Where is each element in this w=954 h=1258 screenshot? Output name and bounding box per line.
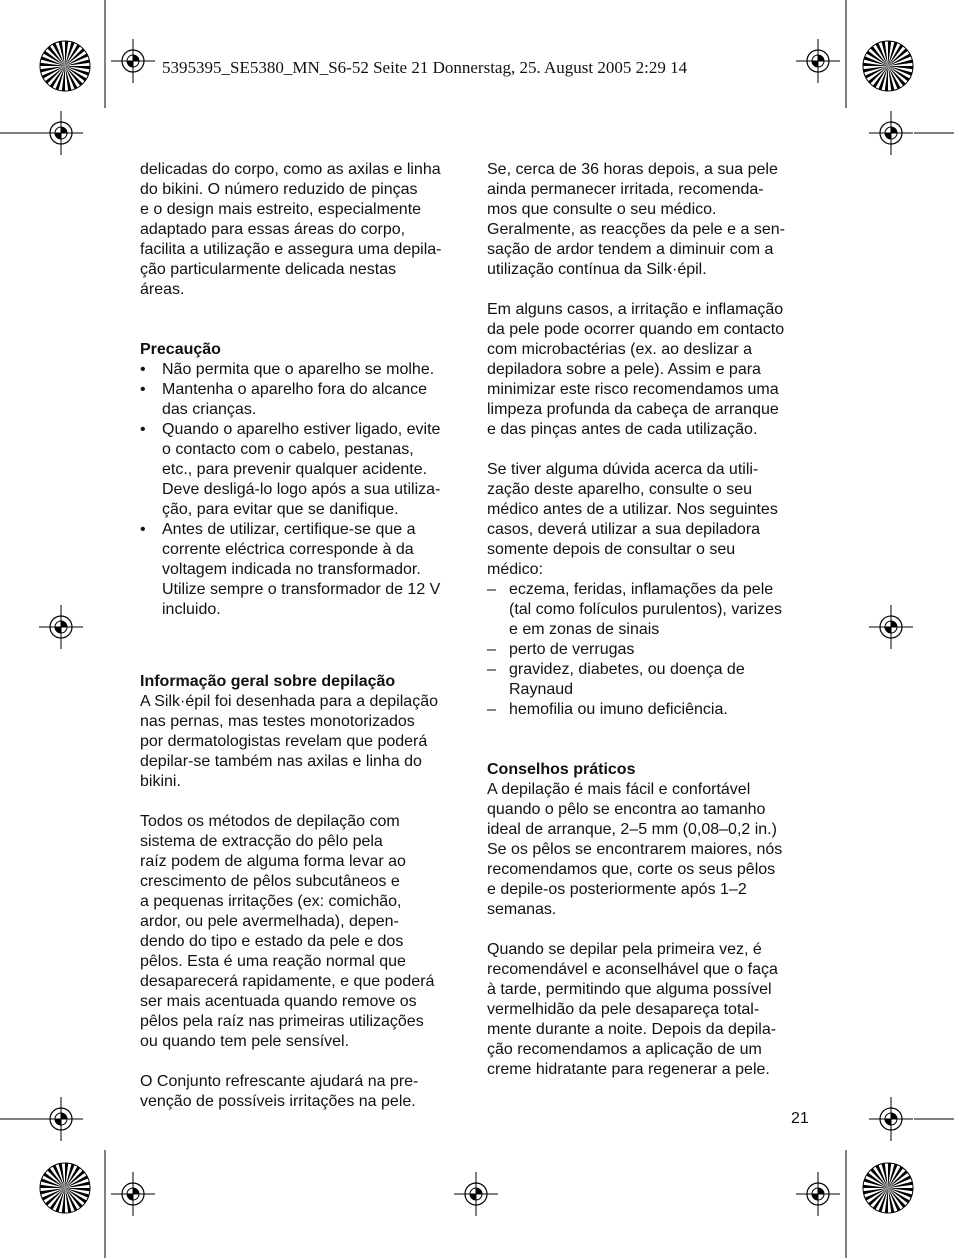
bullet-icon: • — [140, 521, 146, 538]
paragraph — [487, 780, 817, 920]
text-line: da pele pode ocorrer quando em contacto — [487, 321, 785, 338]
text-line: incluido. — [162, 601, 221, 618]
dash-icon: – — [487, 581, 496, 598]
registration-mark-icon — [796, 39, 840, 83]
text-line: das crianças. — [162, 401, 257, 418]
paragraph — [487, 460, 817, 580]
page-number: 21 — [791, 1110, 809, 1127]
text-line: eczema, feridas, inflamações da pele — [509, 581, 774, 598]
starburst-icon — [40, 1163, 90, 1213]
registration-mark-icon — [796, 1172, 840, 1216]
text-line: Todos os métodos de depilação com — [140, 813, 400, 830]
text-line: somente depois de consultar o seu — [487, 541, 736, 558]
text-line: o contacto com o cabelo, pestanas, — [162, 441, 414, 458]
text-line: Em alguns casos, a irritação e inflamação — [487, 301, 784, 318]
paragraph — [487, 160, 817, 280]
text-line: vermelhidão da pele desapareça total- — [487, 1001, 760, 1018]
text-line: dendo do tipo e estado da pele e dos — [140, 933, 404, 950]
list-item — [487, 640, 817, 660]
text-line: sação de ardor tendem a diminuir com a — [487, 241, 774, 258]
text-line: e o design mais estreito, especialmente — [140, 201, 422, 218]
text-line: Utilize sempre o transformador de 12 V — [162, 581, 441, 598]
text-line: delicadas do corpo, como as axilas e linha — [140, 161, 441, 178]
registration-mark-icon — [111, 1172, 155, 1216]
text-line: Geralmente, as reacções da pele e a sen- — [487, 221, 785, 238]
dash-icon: – — [487, 661, 496, 678]
registration-mark-icon — [111, 39, 155, 83]
text-line: minimizar este risco recomendamos uma — [487, 381, 779, 398]
text-line: depiladora sobre a pele). Assim e para — [487, 361, 761, 378]
text-line: médico antes de a utilizar. Nos seguintes — [487, 501, 778, 518]
text-line: com microbactérias (ex. ao deslizar a — [487, 341, 752, 358]
text-line: Mantenha o aparelho fora do alcance — [162, 381, 428, 398]
left-column — [140, 160, 470, 1112]
contraindications-list — [487, 580, 817, 720]
registration-mark-icon — [869, 1097, 913, 1141]
text-line: quando o pêlo se encontra ao tamanho — [487, 801, 766, 818]
text-line: ção particularmente delicada nestas — [140, 261, 397, 278]
registration-mark-icon — [39, 1097, 83, 1141]
registration-mark-icon — [39, 605, 83, 649]
list-item — [487, 580, 817, 640]
registration-mark-icon — [454, 1172, 498, 1216]
starburst-icon — [40, 41, 90, 91]
paragraph — [140, 812, 470, 1052]
text-line: corrente eléctrica corresponde à da — [162, 541, 414, 558]
text-line: desaparecerá rapidamente, e que poderá — [140, 973, 435, 990]
list-item — [140, 380, 470, 420]
text-line: hemofilia ou imuno deficiência. — [509, 701, 728, 718]
text-line: A Silk·épil foi desenhada para a depilação — [140, 693, 438, 710]
text-line: ou quando tem pele sensível. — [140, 1033, 350, 1050]
text-line: semanas. — [487, 901, 557, 918]
text-line: gravidez, diabetes, ou doença de — [509, 661, 745, 678]
paragraph — [140, 1072, 470, 1112]
text-line: Se os pêlos se encontrarem maiores, nós — [487, 841, 783, 858]
text-line: perto de verrugas — [509, 641, 635, 658]
text-line: Se tiver alguma dúvida acerca da utili- — [487, 461, 759, 478]
text-line: e depile-os posteriormente após 1–2 — [487, 881, 747, 898]
text-line: depilar-se também nas axilas e linha do — [140, 753, 422, 770]
right-column — [487, 160, 817, 1080]
text-line: O Conjunto refrescante ajudará na pre- — [140, 1073, 419, 1090]
text-line: casos, deverá utilizar a sua depiladora — [487, 521, 761, 538]
text-line: Não permita que o aparelho se molhe. — [162, 361, 435, 378]
text-line: Antes de utilizar, certifique-se que a — [162, 521, 416, 538]
text-line: Se, cerca de 36 horas depois, a sua pele — [487, 161, 778, 178]
registration-mark-icon — [869, 111, 913, 155]
text-line: Quando o aparelho estiver ligado, evite — [162, 421, 441, 438]
text-line: recomendável e aconselhável que o faça — [487, 961, 778, 978]
section-heading-tips: Conselhos práticos — [487, 761, 636, 778]
bullet-icon: • — [140, 361, 146, 378]
text-line: mente durante a noite. Depois da depila- — [487, 1021, 777, 1038]
text-line: crescimento de pêlos subcutâneos e — [140, 873, 400, 890]
text-line: etc., para prevenir qualquer acidente. — [162, 461, 428, 478]
text-line: venção de possíveis irritações na pele. — [140, 1093, 416, 1110]
paragraph — [487, 300, 817, 440]
text-line: adaptado para essas áreas do corpo, — [140, 221, 406, 238]
text-line: pêlos pela raíz nas primeiras utilizações — [140, 1013, 424, 1030]
caution-list — [140, 360, 470, 620]
text-line: limpeza profunda da cabeça de arranque — [487, 401, 779, 418]
text-line: utilização contínua da Silk·épil. — [487, 261, 707, 278]
starburst-icon — [863, 41, 913, 91]
text-line: A depilação é mais fácil e confortável — [487, 781, 751, 798]
text-line: sistema de extracção do pêlo pela — [140, 833, 383, 850]
text-line: ser mais acentuada quando remove os — [140, 993, 417, 1010]
text-line: à tarde, permitindo que alguma possível — [487, 981, 772, 998]
text-line: Deve desligá-lo logo após a sua utiliza- — [162, 481, 441, 498]
bullet-icon: • — [140, 421, 146, 438]
text-line: Raynaud — [509, 681, 574, 698]
text-line: recomendamos que, corte os seus pêlos — [487, 861, 776, 878]
text-line: a pequenas irritações (ex: comichão, — [140, 893, 402, 910]
text-line: zação deste aparelho, consulte o seu — [487, 481, 753, 498]
text-line: (tal como folículos purulentos), varizes — [509, 601, 782, 618]
registration-mark-icon — [39, 111, 83, 155]
text-line: bikini. — [140, 773, 181, 790]
intro-paragraph — [140, 160, 470, 300]
registration-mark-icon — [869, 605, 913, 649]
paragraph — [487, 940, 817, 1080]
text-line: pêlos. Esta é uma reação normal que — [140, 953, 406, 970]
print-header: 5395395_SE5380_MN_S6-52 Seite 21 Donnerstag, 25. August 2005 2:29 14 — [162, 58, 688, 77]
text-line: e em zonas de sinais — [509, 621, 660, 638]
text-line: do bikini. O número reduzido de pinças — [140, 181, 418, 198]
dash-icon: – — [487, 641, 496, 658]
starburst-icon — [863, 1163, 913, 1213]
text-line: e das pinças antes de cada utilização. — [487, 421, 758, 438]
list-item — [140, 520, 470, 620]
text-line: raíz podem de alguma forma levar ao — [140, 853, 406, 870]
list-item — [487, 700, 817, 720]
text-line: mos que consulte o seu médico. — [487, 201, 717, 218]
text-line: ção recomendamos a aplicação de um — [487, 1041, 762, 1058]
text-line: creme hidratante para regenerar a pele. — [487, 1061, 770, 1078]
text-line: ideal de arranque, 2–5 mm (0,08–0,2 in.) — [487, 821, 777, 838]
text-line: nas pernas, mas testes monotorizados — [140, 713, 415, 730]
paragraph — [140, 692, 470, 792]
bullet-icon: • — [140, 381, 146, 398]
text-line: ardor, ou pele avermelhada), depen- — [140, 913, 399, 930]
text-line: áreas. — [140, 281, 185, 298]
dash-icon: – — [487, 701, 496, 718]
list-item — [140, 420, 470, 520]
text-line: por dermatologistas revelam que poderá — [140, 733, 428, 750]
section-heading-caution: Precaução — [140, 341, 221, 358]
text-line: Quando se depilar pela primeira vez, é — [487, 941, 762, 958]
list-item — [140, 360, 470, 380]
text-line: voltagem indicada no transformador. — [162, 561, 421, 578]
text-line: ainda permanecer irritada, recomenda- — [487, 181, 764, 198]
list-item — [487, 660, 817, 700]
text-line: facilita a utilização e assegura uma depila- — [140, 241, 442, 258]
text-line: médico: — [487, 561, 544, 578]
text-line: ção, para evitar que se danifique. — [162, 501, 399, 518]
section-heading-general: Informação geral sobre depilação — [140, 673, 396, 690]
